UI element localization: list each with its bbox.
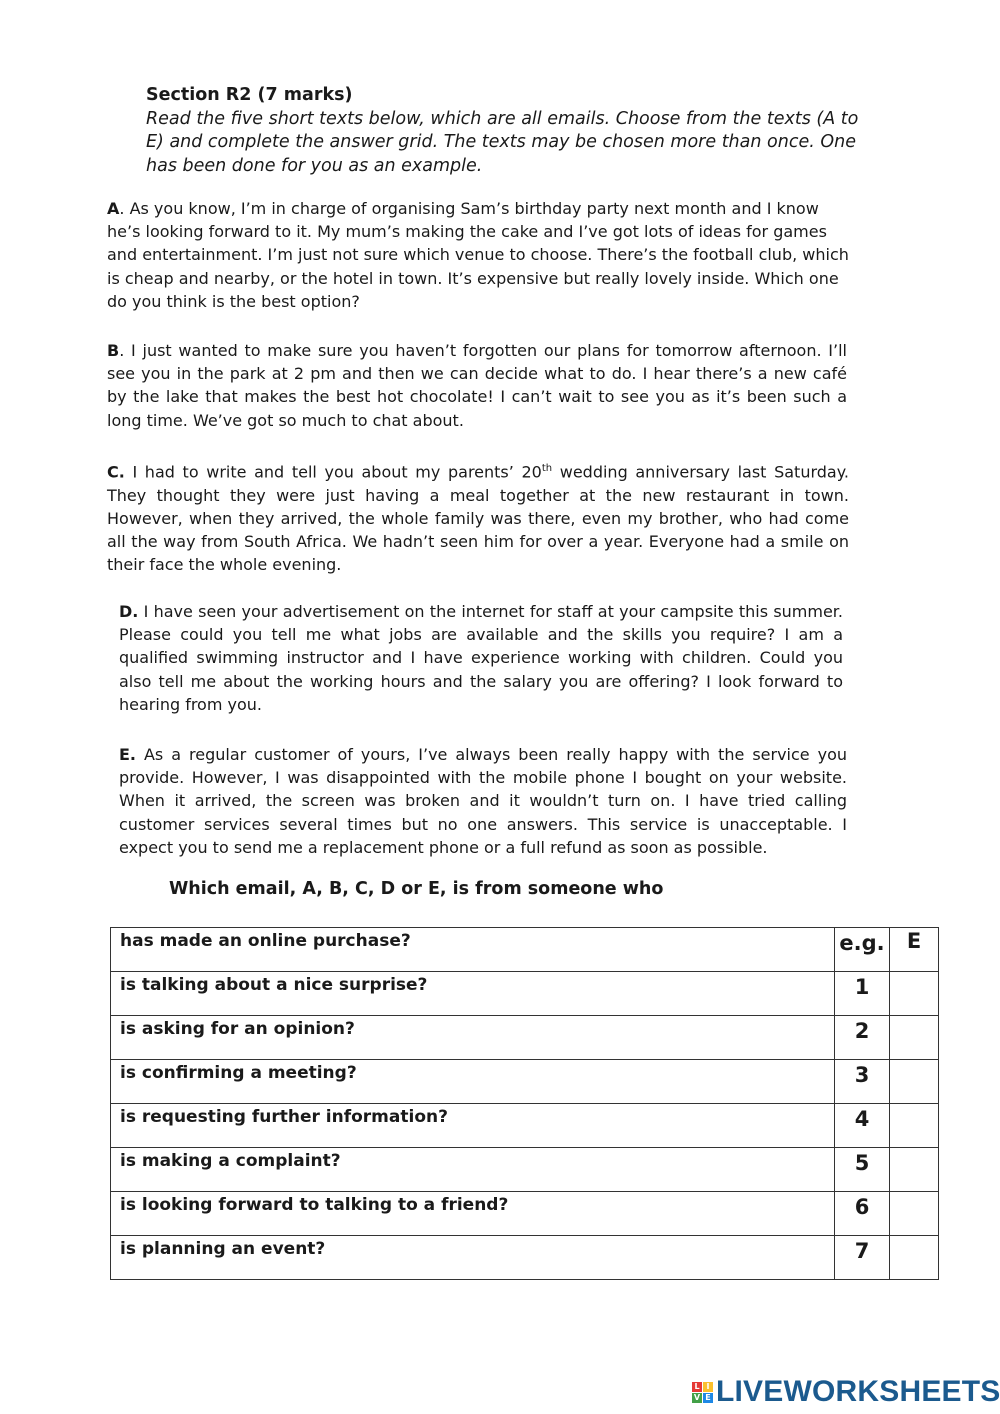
- grid-answer-input[interactable]: [890, 1016, 939, 1060]
- email-letter-b: B: [107, 341, 120, 360]
- grid-number-cell: 5: [835, 1148, 890, 1192]
- grid-number-cell: 7: [835, 1236, 890, 1280]
- grid-question-cell: is making a complaint?: [111, 1148, 835, 1192]
- email-letter-a: A: [107, 199, 120, 218]
- grid-number-cell: 3: [835, 1060, 890, 1104]
- logo-text: LIVEWORKSHEETS: [716, 1375, 1000, 1408]
- ordinal-superscript: th: [541, 463, 553, 474]
- email-text-e: [119, 743, 847, 859]
- email-body-c-start: I had to write and tell you about my parents’ 20: [124, 462, 542, 482]
- email-body-a: . As you know, I’m in charge of organising Sam’s birthday party next month and I know he’s looking forward to it. My mum’s making the cake and I’ve got lots of ideas for games and entertainment. I’m just not sure which venue to choose. There’s the football club, which is cheap and nearby, or the hotel in town. It’s expensive but really lovely inside. Which one do you think is the best option?: [107, 199, 849, 311]
- grid-row: [111, 1148, 939, 1192]
- grid-answer-input[interactable]: [890, 1192, 939, 1236]
- grid-question-cell: is looking forward to talking to a friend?: [111, 1192, 835, 1236]
- grid-number-cell: 6: [835, 1192, 890, 1236]
- section-header: [146, 84, 866, 178]
- email-letter-d: D.: [119, 602, 139, 621]
- grid-answer-input[interactable]: [890, 1060, 939, 1104]
- email-body-d: I have seen your advertisement on the internet for staff at your campsite this summer. Please could you tell me what jobs are available and the skills you require? I am a qualified swimming instructor and I have experience working with children. Could you also tell me about the working hours and the salary you are offering? I look forward to hearing from you.: [119, 602, 843, 714]
- grid-row: [111, 1236, 939, 1280]
- email-text-a: [107, 197, 857, 313]
- liveworksheets-logo: [692, 1375, 1000, 1409]
- logo-icon: [692, 1382, 713, 1403]
- logo-tile: E: [703, 1393, 713, 1403]
- section-instructions: Read the five short texts below, which are all emails. Choose from the texts (A to E) and complete the answer grid. The texts may be chosen more than once. One has been done for you as an example.: [146, 108, 859, 176]
- grid-question-cell: is talking about a nice surprise?: [111, 972, 835, 1016]
- email-text-d: [119, 600, 843, 716]
- logo-tile: L: [692, 1382, 702, 1392]
- grid-number-cell: 2: [835, 1016, 890, 1060]
- logo-tile: V: [693, 1392, 701, 1402]
- grid-row: [111, 972, 939, 1016]
- email-letter-c: C.: [107, 462, 125, 482]
- section-title: Section R2 (7 marks): [146, 85, 353, 105]
- email-body-b: . I just wanted to make sure you haven’t forgotten our plans for tomorrow afternoon. I’ll see you in the park at 2 pm and then we can decide what to do. I hear there’s a new café by the lake that makes the best hot chocolate! I can’t wait to see you as it’s been such a long time. We’ve got so much to chat about.: [107, 341, 847, 430]
- grid-question: Which email, A, B, C, D or E, is from someone who: [169, 879, 664, 899]
- email-text-c: [107, 457, 849, 576]
- grid-answer-input[interactable]: [890, 1104, 939, 1148]
- email-text-b: [107, 339, 847, 432]
- grid-row: [111, 1192, 939, 1236]
- grid-row: [111, 1060, 939, 1104]
- grid-number-cell: 1: [835, 972, 890, 1016]
- logo-tile: I: [703, 1382, 713, 1392]
- grid-question-cell: has made an online purchase?: [111, 928, 835, 972]
- grid-question-cell: is planning an event?: [111, 1236, 835, 1280]
- grid-question-cell: is requesting further information?: [111, 1104, 835, 1148]
- grid-answer-input[interactable]: [890, 972, 939, 1016]
- answer-grid: [110, 927, 939, 1280]
- email-body-e: As a regular customer of yours, I’ve always been really happy with the service you provide. However, I was disappointed with the mobile phone I bought on your website. When it arrived, the screen was broken and it wouldn’t turn on. I have tried calling customer services several times but no one answers. This service is unacceptable. I expect you to send me a replacement phone or a full refund as soon as possible.: [119, 745, 847, 857]
- grid-row: [111, 928, 939, 972]
- grid-number-cell: e.g.: [835, 928, 890, 972]
- grid-answer-cell: E: [890, 928, 939, 972]
- grid-question-cell: is asking for an opinion?: [111, 1016, 835, 1060]
- grid-answer-input[interactable]: [890, 1148, 939, 1192]
- grid-answer-input[interactable]: [890, 1236, 939, 1280]
- grid-row: [111, 1016, 939, 1060]
- grid-number-cell: 4: [835, 1104, 890, 1148]
- grid-row: [111, 1104, 939, 1148]
- grid-question-cell: is confirming a meeting?: [111, 1060, 835, 1104]
- email-body-c-end: wedding anniversary last Saturday. They thought they were just having a meal together at the new restaurant in town. However, when they arrived, the whole family was there, even my brother, who had come all the way from South Africa. We hadn’t seen him for over a year. Everyone had a smile on their face the whole evening.: [107, 462, 849, 575]
- email-letter-e: E.: [119, 745, 137, 764]
